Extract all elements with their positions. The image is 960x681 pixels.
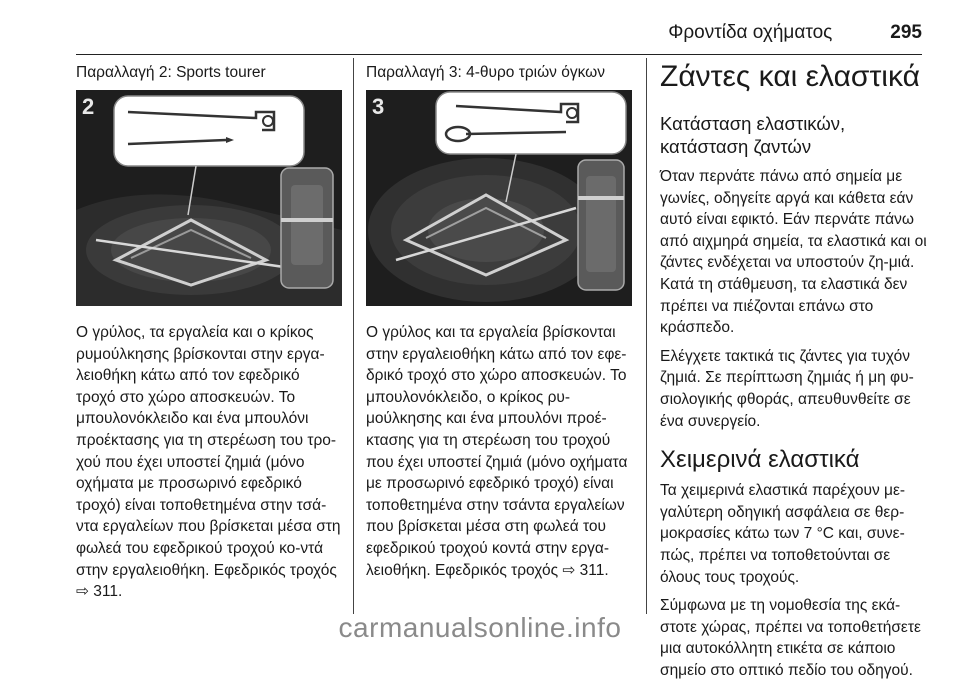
- variant-3-heading: Παραλλαγή 3: 4-θυρο τριών όγκων: [366, 64, 606, 81]
- variant-2-heading: Παραλλαγή 2: Sports tourer: [76, 64, 266, 81]
- section-title: Φροντίδα οχήματος: [668, 22, 833, 43]
- page-number: 295: [890, 22, 922, 43]
- tyre-condition-paragraph-2: Ελέγχετε τακτικά τις ζάντες για τυχόν ζημιά. Σε περίπτωση ζημιάς ή μη φυ-σιολογικής φθοράς, απευθυνθείτε σε ένα συνεργείο.: [660, 347, 914, 430]
- winter-tyres-paragraph-1: Τα χειμερινά ελαστικά παρέχουν με-γαλύτερη οδηγική ασφάλεια σε θερ-μοκρασίες κάτω των 7 °C και, συνε-πώς, πρέπει να τοποθετούνται σε όλους τους τροχούς.: [660, 482, 906, 586]
- watermark: carmanualsonline.info: [338, 612, 622, 643]
- column-variant-3: [366, 64, 634, 581]
- winter-tyres-paragraph-2: Σύμφωνα με τη νομοθεσία της εκά-στοτε χώρας, πρέπει να τοποθετήσετε μια αυτοκόλλητη ετικέτα σε κάποιο σημείο στο οπτικό πεδίο του οδηγού.: [660, 597, 921, 679]
- column-variant-2: [76, 64, 342, 603]
- column-tyres: [660, 60, 928, 681]
- variant-3-text: Ο γρύλος και τα εργαλεία βρίσκονται στην εργαλειοθήκη κάτω από τον εφε-δρικό τροχό στο χώρο αποσκευών. Το μπουλονόκλειδο, ο κρίκος ρυ-μούλκησης και ένα μπουλόνι προέ-κτασης για τη στερέωση του τροχού που έχει υποστεί ζημιά (μόνο οχήματα με προσωρινό εφεδρικό τροχό) είναι τοποθετημένα στην τσάντα εργαλείων που βρίσκεται μέσα στη φωλεά του εφεδρικού τροχού κοντά στην εργα-λειοθήκη. Εφεδρικός τροχός ⇨ 311.: [366, 324, 628, 579]
- figure-sedan-tools: [366, 90, 632, 306]
- subheading-winter-tyres: Χειμερινά ελαστικά: [660, 446, 860, 474]
- page-header: [76, 22, 922, 55]
- column-divider: [353, 58, 354, 614]
- section-heading-tyres: Ζάντες και ελαστικά: [660, 60, 920, 93]
- variant-2-text: Ο γρύλος, τα εργαλεία και ο κρίκος ρυμούλκησης βρίσκονται στην εργα-λειοθήκη κάτω από τον εφεδρικό τροχό στο χώρο αποσκευών. Το μπουλονόκλειδο και ένα μπουλόνι προέκτασης για τη στερέωση του τρο-χού που έχει υποστεί ζημιά (μόνο οχήματα με προσωρινό εφεδρικό τροχό) είναι τοποθετημένα στην τσά-ντα εργαλείων που βρίσκεται μέσα στη φωλεά του εφεδρικού τροχού κο-ντά στην εργαλειοθήκη. Εφεδρικός τροχός ⇨ 311.: [76, 324, 341, 601]
- figure-label: 3: [372, 94, 385, 119]
- figure-sports-tourer-tools: [76, 90, 342, 306]
- figure-label: 2: [82, 94, 95, 119]
- subheading-tyre-condition: Κατάσταση ελαστικών, κατάσταση ζαντών: [660, 113, 846, 157]
- column-divider: [646, 58, 647, 614]
- tyre-condition-paragraph-1: Όταν περνάτε πάνω από σημεία με γωνίες, οδηγείτε αργά και κάθετα εάν αυτό είναι εφικτό. Εάν περνάτε πάνω από αιχμηρά σημεία, τα ελαστικά και οι ζάντες ενδέχεται να υποστούν ζη-μιά. Κατά τη στάθμευση, τα ελαστικά δεν πρέπει να πιέζονται επάνω στο κράσπεδο.: [660, 168, 927, 337]
